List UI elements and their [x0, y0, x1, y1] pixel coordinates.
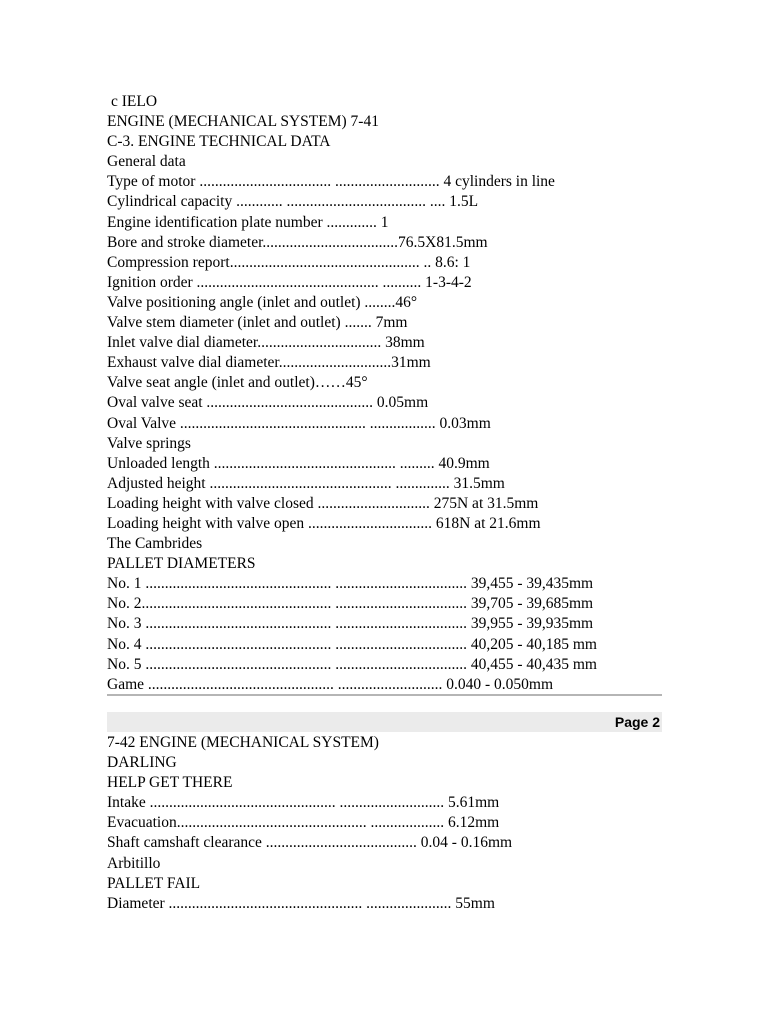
spec-line: Inlet valve dial diameter................................ 38mm [107, 334, 425, 352]
spec-line: No. 4 ................................................ .................................. 40,205 - 40,185 mm [107, 635, 597, 653]
spec-line: Evacuation................................................. ................... 6.12mm [107, 814, 500, 832]
subheading-valve-springs: Valve springs [107, 434, 191, 452]
spec-line: No. 1 ................................................ .................................. 39,455 - 39,435mm [107, 575, 594, 593]
header-logo-text: c IELO [111, 93, 158, 110]
spec-line: No. 3 ................................................ .................................. 39,955 - 39,935mm [107, 615, 594, 633]
spec-line: Adjusted height ............................................... .............. 31.5mm [107, 474, 505, 492]
spec-line: Unloaded length ............................................... ......... 40.9mm [107, 454, 490, 472]
spec-line: Valve stem diameter (inlet and outlet) ....... 7mm [107, 314, 408, 332]
subheading-arbitillo: Arbitillo [107, 854, 161, 872]
page-divider [107, 694, 662, 696]
subheading-pallet-fail: PALLET FAIL [107, 874, 201, 892]
spec-line: Type of motor .................................. ........................... 4 cylinders in line [107, 173, 555, 191]
section-title: C-3. ENGINE TECHNICAL DATA [107, 133, 331, 151]
spec-line: Engine identification plate number ............. 1 [107, 213, 389, 231]
spec-line: Loading height with valve open ................................ 618N at 21.6mm [107, 514, 541, 532]
spec-line: Valve positioning angle (inlet and outlet) ........46° [107, 293, 418, 311]
section-header: ENGINE (MECHANICAL SYSTEM) 7-41 [107, 113, 379, 131]
spec-line: No. 5 ................................................ .................................. 40,455 - 40,435 mm [107, 655, 597, 673]
spec-line: Ignition order ............................................... .......... 1-3-4-2 [107, 273, 472, 291]
page-1-content [107, 92, 667, 695]
subheading-cambrides: The Cambrides [107, 535, 203, 553]
subheading-pallet-diameters: PALLET DIAMETERS [107, 555, 256, 573]
subheading-darling: DARLING [107, 754, 177, 772]
spec-line: No. 2................................................. .................................. 39,705 - 39,685mm [107, 595, 594, 613]
subheading-general-data: General data [107, 153, 186, 171]
spec-line: Cylindrical capacity ............ .................................... .... 1.5L [107, 193, 479, 211]
spec-line: Valve seat angle (inlet and outlet)……45° [107, 374, 368, 392]
page-number-bar [107, 712, 662, 732]
spec-line: Intake ................................................ ........................... 5.61mm [107, 794, 500, 812]
page-number-label: Page 2 [614, 714, 660, 730]
spec-line: Oval valve seat ........................................... 0.05mm [107, 394, 429, 412]
spec-line: Diameter .................................................. ...................... 55mm [107, 894, 495, 912]
page-2-content [107, 733, 667, 914]
spec-line: Shaft camshaft clearance ....................................... 0.04 - 0.16mm [107, 834, 513, 852]
spec-line: Bore and stroke diameter...................................76.5X81.5mm [107, 233, 488, 251]
spec-line: Exhaust valve dial diameter.............................31mm [107, 354, 431, 372]
spec-line: Oval Valve ................................................ ................. 0.03mm [107, 414, 491, 432]
spec-line: Loading height with valve closed ............................. 275N at 31.5mm [107, 494, 539, 512]
section-header: 7-42 ENGINE (MECHANICAL SYSTEM) [107, 734, 379, 751]
spec-line: Compression report................................................. .. 8.6: 1 [107, 253, 471, 271]
spec-line: Game ................................................ ........................... 0.040 - 0.050mm [107, 675, 554, 693]
subheading-help-get-there: HELP GET THERE [107, 774, 233, 792]
